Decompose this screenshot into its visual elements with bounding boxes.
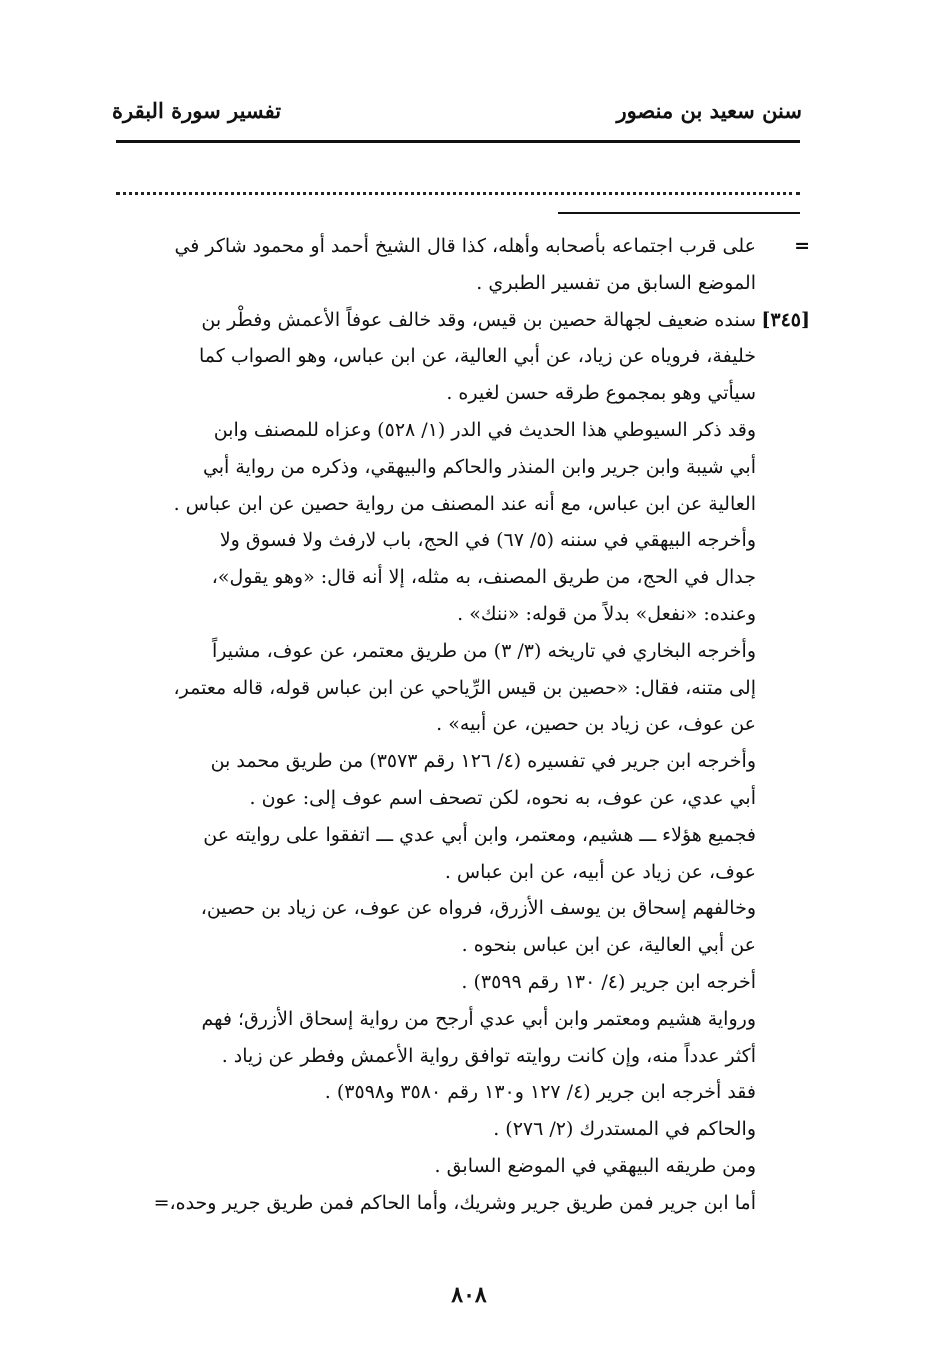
- text-line: عوف، عن زياد عن أبيه، عن ابن عباس .: [444, 860, 756, 883]
- text-line: الموضع السابق من تفسير الطبري .: [476, 271, 756, 294]
- footnote-paragraph: [112, 817, 810, 891]
- text-line: على قرب اجتماعه بأصحابه وأهله، كذا قال الشيخ أحمد أو محمود شاكر في: [174, 235, 756, 257]
- text-line: أبي شيبة وابن جرير وابن المنذر والحاكم والبيهقي، وذكره من رواية أبي: [202, 455, 756, 478]
- text-line: فجميع هؤلاء ـــ هشيم، ومعتمر، وابن أبي عدي ـــ اتفقوا على روايته عن: [203, 823, 756, 846]
- text-line: عن عوف، عن زياد بن حصين، عن أبيه» .: [436, 713, 756, 736]
- footnote-paragraph: [112, 890, 810, 964]
- footnote-paragraph: [112, 1148, 810, 1185]
- book-title: سنن سعيد بن منصور: [616, 97, 802, 123]
- text-line: ورواية هشيم ومعتمر وابن أبي عدي أرجح من رواية إسحاق الأزرق؛ فهم: [201, 1007, 756, 1030]
- text-line: أكثر عدداً منه، وإن كانت روايته توافق رواية الأعمش وفطر عن زياد .: [221, 1044, 756, 1067]
- footnote-paragraph: [112, 412, 810, 522]
- footnotes-body: [112, 228, 810, 1268]
- text-line: وأخرجه البيهقي في سننه (٥/ ٦٧) في الحج، باب لارفث ولا فسوق ولا: [219, 529, 756, 552]
- chapter-title: تفسير سورة البقرة: [112, 97, 282, 123]
- header-rule: [116, 140, 800, 143]
- footnote-paragraph: [112, 1074, 810, 1111]
- text-line: عن أبي العالية، عن ابن عباس بنحوه .: [461, 934, 756, 957]
- text-line: سنده ضعيف لجهالة حصين بن قيس، وقد خالف عوفاً الأعمش وفطْر بن: [201, 308, 756, 331]
- footnote-paragraph: [112, 1001, 810, 1075]
- text-line: خليفة، فروياه عن زياد، عن أبي العالية، عن ابن عباس، وهو الصواب كما: [198, 345, 756, 368]
- footnote-marker: [٣٤٥]: [761, 308, 810, 331]
- footnote-paragraph: [112, 302, 810, 412]
- footnote-rule: [558, 212, 800, 214]
- footnote-paragraph: [112, 1185, 810, 1222]
- text-line: فقد أخرجه ابن جرير (٤/ ١٢٧ و١٣٠ رقم ٣٥٨٠ و٣٥٩٨) .: [324, 1081, 756, 1104]
- text-line: ومن طريقه البيهقي في الموضع السابق .: [434, 1154, 756, 1177]
- text-line: وأخرجه ابن جرير في تفسيره (٤/ ١٢٦ رقم ٣٥٧٣) من طريق محمد بن: [210, 750, 756, 773]
- footnote-paragraph: [112, 522, 810, 632]
- text-line: أخرجه ابن جرير (٤/ ١٣٠ رقم ٣٥٩٩) .: [461, 970, 756, 993]
- dotted-separator: [116, 192, 800, 195]
- footnote-paragraph: [112, 1111, 810, 1148]
- text-line: أبي عدي، عن عوف، به نحوه، لكن تصحف اسم عوف إلى: عون .: [249, 786, 756, 809]
- text-line: والحاكم في المستدرك (٢/ ٢٧٦) .: [493, 1118, 756, 1141]
- text-line: سيأتي وهو بمجموع طرقه حسن لغيره .: [446, 382, 756, 405]
- footnote-paragraph: [112, 743, 810, 817]
- page-number: ٨٠٨: [451, 1282, 487, 1308]
- text-line: العالية عن ابن عباس، مع أنه عند المصنف من رواية حصين عن ابن عباس .: [173, 492, 756, 515]
- text-line: أما ابن جرير فمن طريق جرير وشريك، وأما الحاكم فمن طريق جرير وحده،=: [153, 1191, 756, 1214]
- text-line: وعنده: «نفعل» بدلاً من قوله: «ننك» .: [457, 602, 756, 625]
- page-header: [112, 92, 802, 128]
- footnote-paragraph: [112, 633, 810, 743]
- text-line: وقد ذكر السيوطي هذا الحديث في الدر (١/ ٥٢٨) وعزاه للمصنف وابن: [213, 418, 756, 441]
- text-line: وأخرجه البخاري في تاريخه (٣/ ٣) من طريق معتمر، عن عوف، مشيراً: [211, 639, 756, 662]
- footnote-paragraph: [112, 228, 810, 302]
- text-line: وخالفهم إسحاق بن يوسف الأزرق، فرواه عن عوف، عن زياد بن حصين،: [200, 897, 756, 920]
- text-line: إلى متنه، فقال: «حصين بن قيس الرِّياحي عن ابن عباس قوله، قاله معتمر،: [173, 676, 756, 699]
- text-line: جدال في الحج، من طريق المصنف، به مثله، إلا أنه قال: «وهو يقول»،: [211, 566, 756, 589]
- footnote-marker: =: [794, 235, 810, 257]
- footnote-paragraph: [112, 964, 810, 1001]
